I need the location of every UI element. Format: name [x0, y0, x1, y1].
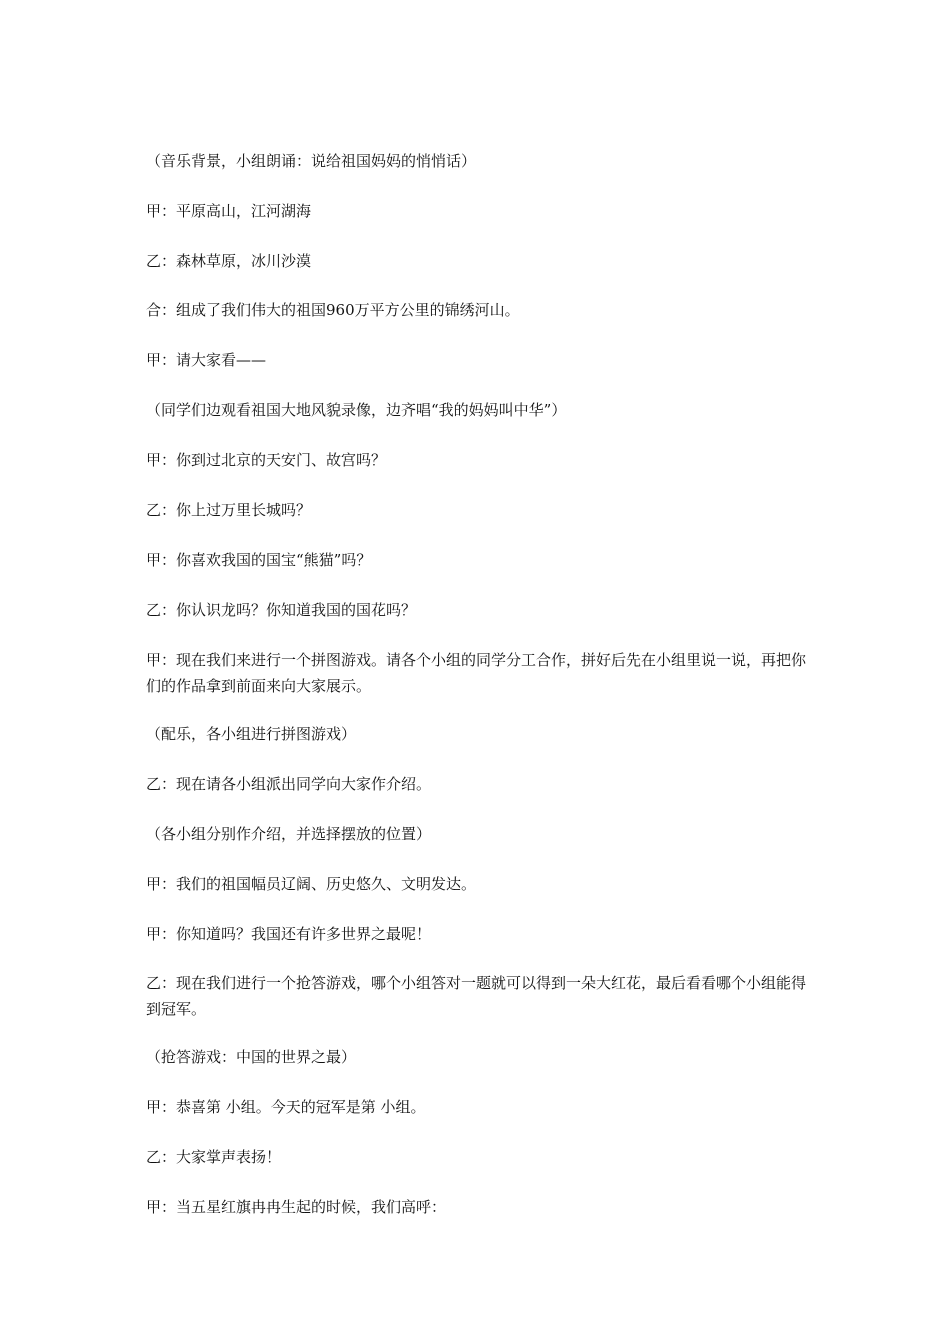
- paragraph-line: 甲：请大家看——: [146, 351, 267, 369]
- paragraph-line: 甲：你知道吗？我国还有许多世界之最呢！: [146, 925, 432, 943]
- paragraph-line: 甲：平原高山，江河湖海: [146, 202, 312, 220]
- paragraph-line: 乙：大家掌声表扬！: [146, 1148, 282, 1166]
- paragraph-line: 甲：你喜欢我国的国宝“熊猫”吗？: [146, 551, 372, 569]
- paragraph-line-puzzle: 甲：现在我们来进行一个拼图游戏。请各个小组的同学分工合作，拼好后先在小组里说一说，再把你们的作品拿到前面来向大家展示。: [146, 651, 807, 695]
- paragraph-stage-direction-recitation: （音乐背景，小组朗诵：说给祖国妈妈的悄悄话）: [146, 152, 477, 170]
- paragraph-line: 甲：当五星红旗冉冉生起的时候，我们高呼：: [146, 1198, 447, 1216]
- paragraph-stage-direction-intro: （各小组分别作介绍，并选择摆放的位置）: [146, 825, 432, 843]
- paragraph-line: 甲：你到过北京的天安门、故宫吗？: [146, 451, 387, 469]
- paragraph-line: 乙：你认识龙吗？你知道我国的国花吗？: [146, 601, 417, 619]
- paragraph-line: 甲：恭喜第 小组。今天的冠军是第 小组。: [146, 1098, 426, 1116]
- paragraph-line-quiz: 乙：现在我们进行一个抢答游戏，哪个小组答对一题就可以得到一朵大红花，最后看看哪个小组能得到冠军。: [146, 974, 807, 1018]
- paragraph-line: 乙：你上过万里长城吗？: [146, 501, 312, 519]
- paragraph-line: 乙：现在请各小组派出同学向大家作介绍。: [146, 775, 432, 793]
- paragraph-line: 合：组成了我们伟大的祖国960万平方公里的锦绣河山。: [146, 301, 520, 319]
- paragraph-stage-direction-quiz: （抢答游戏：中国的世界之最）: [146, 1048, 357, 1066]
- paragraph-line: 乙：森林草原，冰川沙漠: [146, 252, 312, 270]
- paragraph-line: 甲：我们的祖国幅员辽阔、历史悠久、文明发达。: [146, 875, 477, 893]
- paragraph-stage-direction-video: （同学们边观看祖国大地风貌录像，边齐唱“我的妈妈叫中华”）: [146, 401, 567, 419]
- paragraph-stage-direction-puzzle: （配乐，各小组进行拼图游戏）: [146, 725, 357, 743]
